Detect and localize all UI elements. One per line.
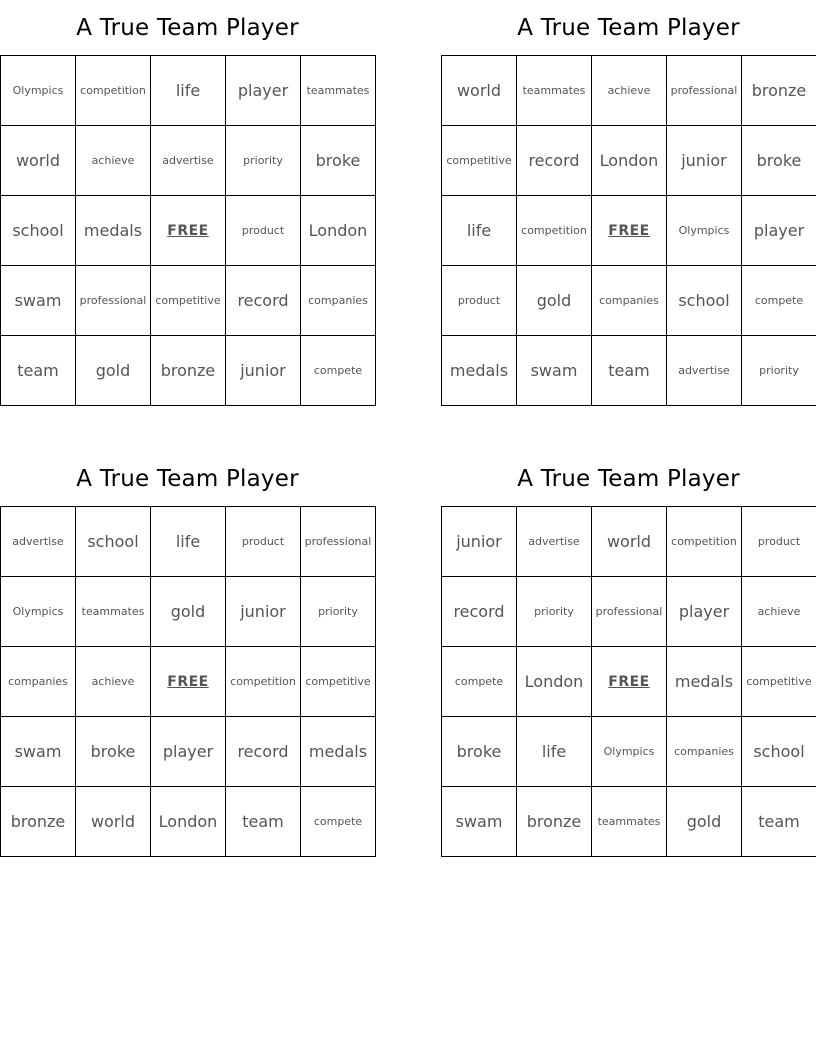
bingo-cell: bronze (742, 56, 816, 126)
free-space-cell: FREE (592, 647, 667, 717)
bingo-cell: competition (667, 507, 742, 577)
bingo-cell: junior (226, 577, 301, 647)
bingo-cell: companies (592, 266, 667, 336)
bingo-cell: life (151, 507, 226, 577)
bingo-cell: professional (592, 577, 667, 647)
bingo-cell: junior (667, 126, 742, 196)
bingo-cell: companies (667, 717, 742, 787)
bingo-cell: record (517, 126, 592, 196)
grid-row (442, 266, 816, 336)
grid-row (1, 336, 376, 406)
bingo-cell: junior (442, 507, 517, 577)
bingo-grid (441, 55, 816, 406)
bingo-cell: teammates (592, 787, 667, 857)
bingo-cell: swam (517, 336, 592, 406)
bingo-cell: achieve (76, 647, 151, 717)
bingo-cell: advertise (667, 336, 742, 406)
bingo-cell: medals (301, 717, 376, 787)
bingo-cell: teammates (301, 56, 376, 126)
bingo-cell: gold (76, 336, 151, 406)
bingo-cell: gold (151, 577, 226, 647)
grid-row (1, 196, 376, 266)
bingo-cell: advertise (1, 507, 76, 577)
bingo-cell: medals (76, 196, 151, 266)
bingo-cell: achieve (76, 126, 151, 196)
bingo-cell: record (226, 717, 301, 787)
grid-row (442, 507, 816, 577)
bingo-cell: school (1, 196, 76, 266)
free-space-cell: FREE (151, 647, 226, 717)
bingo-cell: life (517, 717, 592, 787)
bingo-cell: London (301, 196, 376, 266)
grid-row (442, 196, 816, 266)
bingo-cell: competition (76, 56, 151, 126)
bingo-cell: medals (442, 336, 517, 406)
grid-row (442, 336, 816, 406)
bingo-cell: teammates (517, 56, 592, 126)
bingo-cell: companies (1, 647, 76, 717)
bingo-cell: world (592, 507, 667, 577)
bingo-cell: bronze (151, 336, 226, 406)
grid-row (1, 647, 376, 717)
bingo-cell: gold (517, 266, 592, 336)
bingo-cell: team (592, 336, 667, 406)
grid-row (1, 577, 376, 647)
bingo-cell: broke (76, 717, 151, 787)
bingo-card-1 (0, 0, 375, 406)
bingo-cell: Olympics (592, 717, 667, 787)
bingo-cell: player (151, 717, 226, 787)
bingo-cell: Olympics (667, 196, 742, 266)
grid-row (442, 56, 816, 126)
grid-row (442, 717, 816, 787)
bingo-cell: competitive (442, 126, 517, 196)
card-title: A True Team Player (76, 15, 299, 41)
bingo-cell: school (667, 266, 742, 336)
bingo-cell: world (76, 787, 151, 857)
grid-row (442, 126, 816, 196)
bingo-cell: player (667, 577, 742, 647)
grid-row (442, 647, 816, 717)
bingo-cell: school (76, 507, 151, 577)
bingo-card-3 (0, 451, 375, 857)
bingo-cell: world (1, 126, 76, 196)
bingo-cell: advertise (517, 507, 592, 577)
bingo-cell: achieve (742, 577, 816, 647)
bingo-cell: swam (1, 717, 76, 787)
bingo-cell: priority (226, 126, 301, 196)
grid-row (1, 56, 376, 126)
bingo-cell: record (226, 266, 301, 336)
bingo-cell: broke (742, 126, 816, 196)
bingo-cell: achieve (592, 56, 667, 126)
bingo-cell: life (151, 56, 226, 126)
bingo-cell: competition (517, 196, 592, 266)
grid-row (1, 266, 376, 336)
bingo-cell: broke (442, 717, 517, 787)
bingo-cell: London (517, 647, 592, 717)
bingo-cell: world (442, 56, 517, 126)
bingo-cell: product (442, 266, 517, 336)
bingo-cell: competitive (301, 647, 376, 717)
bingo-cell: competition (226, 647, 301, 717)
bingo-cell: compete (301, 787, 376, 857)
bingo-cell: priority (301, 577, 376, 647)
bingo-cell: broke (301, 126, 376, 196)
bingo-cell: product (742, 507, 816, 577)
bingo-grid (441, 506, 816, 857)
bingo-cell: record (442, 577, 517, 647)
bingo-cell: Olympics (1, 56, 76, 126)
bingo-cell: team (226, 787, 301, 857)
bingo-cell: bronze (1, 787, 76, 857)
bingo-cell: product (226, 507, 301, 577)
bingo-cell: compete (301, 336, 376, 406)
card-title: A True Team Player (517, 15, 740, 41)
bingo-cell: professional (301, 507, 376, 577)
grid-row (1, 507, 376, 577)
card-title: A True Team Player (517, 466, 740, 492)
bingo-cell: Olympics (1, 577, 76, 647)
bingo-cell: advertise (151, 126, 226, 196)
grid-row (1, 717, 376, 787)
grid-row (442, 787, 816, 857)
bingo-cell: player (226, 56, 301, 126)
bingo-cell: competitive (151, 266, 226, 336)
bingo-cell: school (742, 717, 816, 787)
bingo-cell: team (742, 787, 816, 857)
bingo-cell: life (442, 196, 517, 266)
bingo-cell: priority (742, 336, 816, 406)
bingo-cell: junior (226, 336, 301, 406)
bingo-cell: teammates (76, 577, 151, 647)
card-title: A True Team Player (76, 466, 299, 492)
bingo-cell: medals (667, 647, 742, 717)
free-space-cell: FREE (151, 196, 226, 266)
bingo-grid (0, 506, 376, 857)
bingo-cell: team (1, 336, 76, 406)
bingo-card-4 (441, 451, 816, 857)
bingo-cell: swam (1, 266, 76, 336)
grid-row (442, 577, 816, 647)
grid-row (1, 126, 376, 196)
bingo-cell: London (151, 787, 226, 857)
bingo-cell: product (226, 196, 301, 266)
bingo-cell: compete (442, 647, 517, 717)
bingo-cell: professional (667, 56, 742, 126)
free-space-cell: FREE (592, 196, 667, 266)
bingo-card-2 (441, 0, 816, 406)
bingo-cell: London (592, 126, 667, 196)
bingo-cell: companies (301, 266, 376, 336)
bingo-cell: swam (442, 787, 517, 857)
bingo-cell: bronze (517, 787, 592, 857)
bingo-cell: competitive (742, 647, 816, 717)
bingo-cell: compete (742, 266, 816, 336)
bingo-cell: gold (667, 787, 742, 857)
bingo-cell: professional (76, 266, 151, 336)
bingo-grid (0, 55, 376, 406)
grid-row (1, 787, 376, 857)
bingo-cell: player (742, 196, 816, 266)
bingo-cell: priority (517, 577, 592, 647)
